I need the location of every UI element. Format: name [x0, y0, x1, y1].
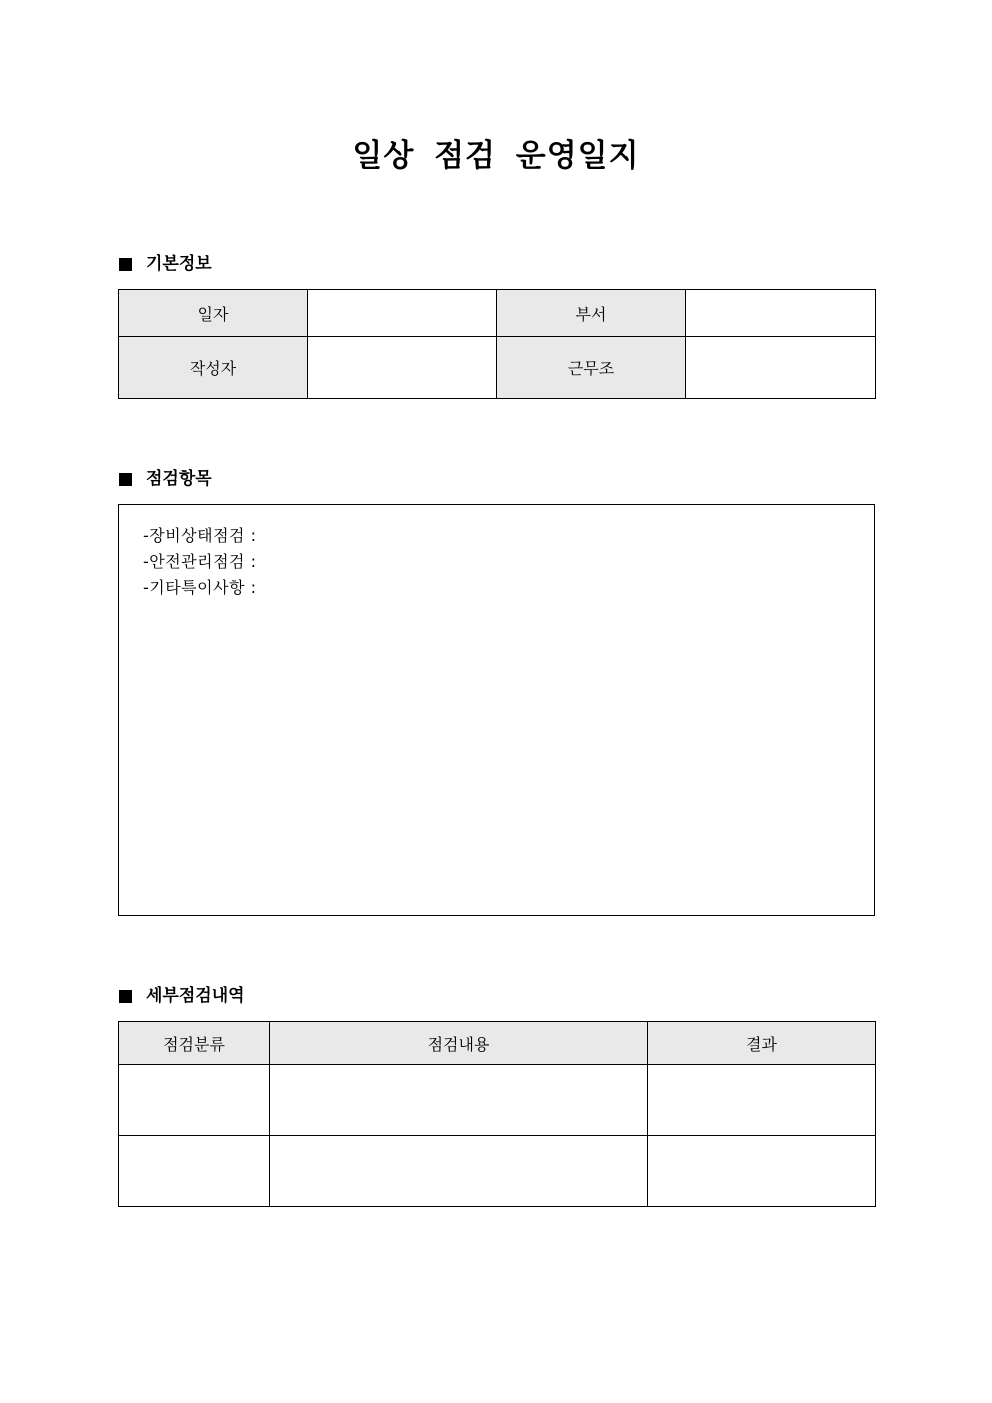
- column-header-result: 결과: [648, 1022, 876, 1065]
- category-cell[interactable]: [119, 1065, 270, 1136]
- column-header-category: 점검분류: [119, 1022, 270, 1065]
- author-label: 작성자: [119, 337, 308, 399]
- result-cell[interactable]: [648, 1065, 876, 1136]
- basic-info-heading: [119, 252, 212, 276]
- date-field[interactable]: [308, 290, 497, 337]
- category-cell[interactable]: [119, 1136, 270, 1207]
- shift-field[interactable]: [686, 337, 876, 399]
- square-bullet-icon: [119, 473, 132, 486]
- table-row: [119, 1136, 876, 1207]
- detail-heading-label: 세부점검내역: [146, 986, 245, 1006]
- check-items-heading-label: 점검항목: [146, 469, 212, 489]
- content-cell[interactable]: [270, 1065, 648, 1136]
- content-cell[interactable]: [270, 1136, 648, 1207]
- square-bullet-icon: [119, 990, 132, 1003]
- basic-info-row: [119, 337, 876, 399]
- department-field[interactable]: [686, 290, 876, 337]
- square-bullet-icon: [119, 258, 132, 271]
- date-label: 일자: [119, 290, 308, 337]
- basic-info-table: [118, 289, 876, 399]
- check-item-equipment: -장비상태점검 :: [143, 526, 257, 545]
- author-field[interactable]: [308, 337, 497, 399]
- document-title: 일상 점검 운영일지: [352, 138, 640, 174]
- shift-label: 근무조: [497, 337, 686, 399]
- basic-info-row: [119, 290, 876, 337]
- department-label: 부서: [497, 290, 686, 337]
- basic-info-heading-label: 기본정보: [146, 254, 212, 274]
- check-item-other: -기타특이사항 :: [143, 578, 257, 597]
- check-item-safety: -안전관리점검 :: [143, 552, 257, 571]
- detail-header-row: [119, 1022, 876, 1065]
- check-items-heading: [119, 467, 212, 491]
- detail-table: [118, 1021, 876, 1207]
- detail-heading: [119, 984, 245, 1008]
- column-header-content: 점검내용: [270, 1022, 648, 1065]
- table-row: [119, 1065, 876, 1136]
- result-cell[interactable]: [648, 1136, 876, 1207]
- check-items-box[interactable]: [118, 504, 875, 916]
